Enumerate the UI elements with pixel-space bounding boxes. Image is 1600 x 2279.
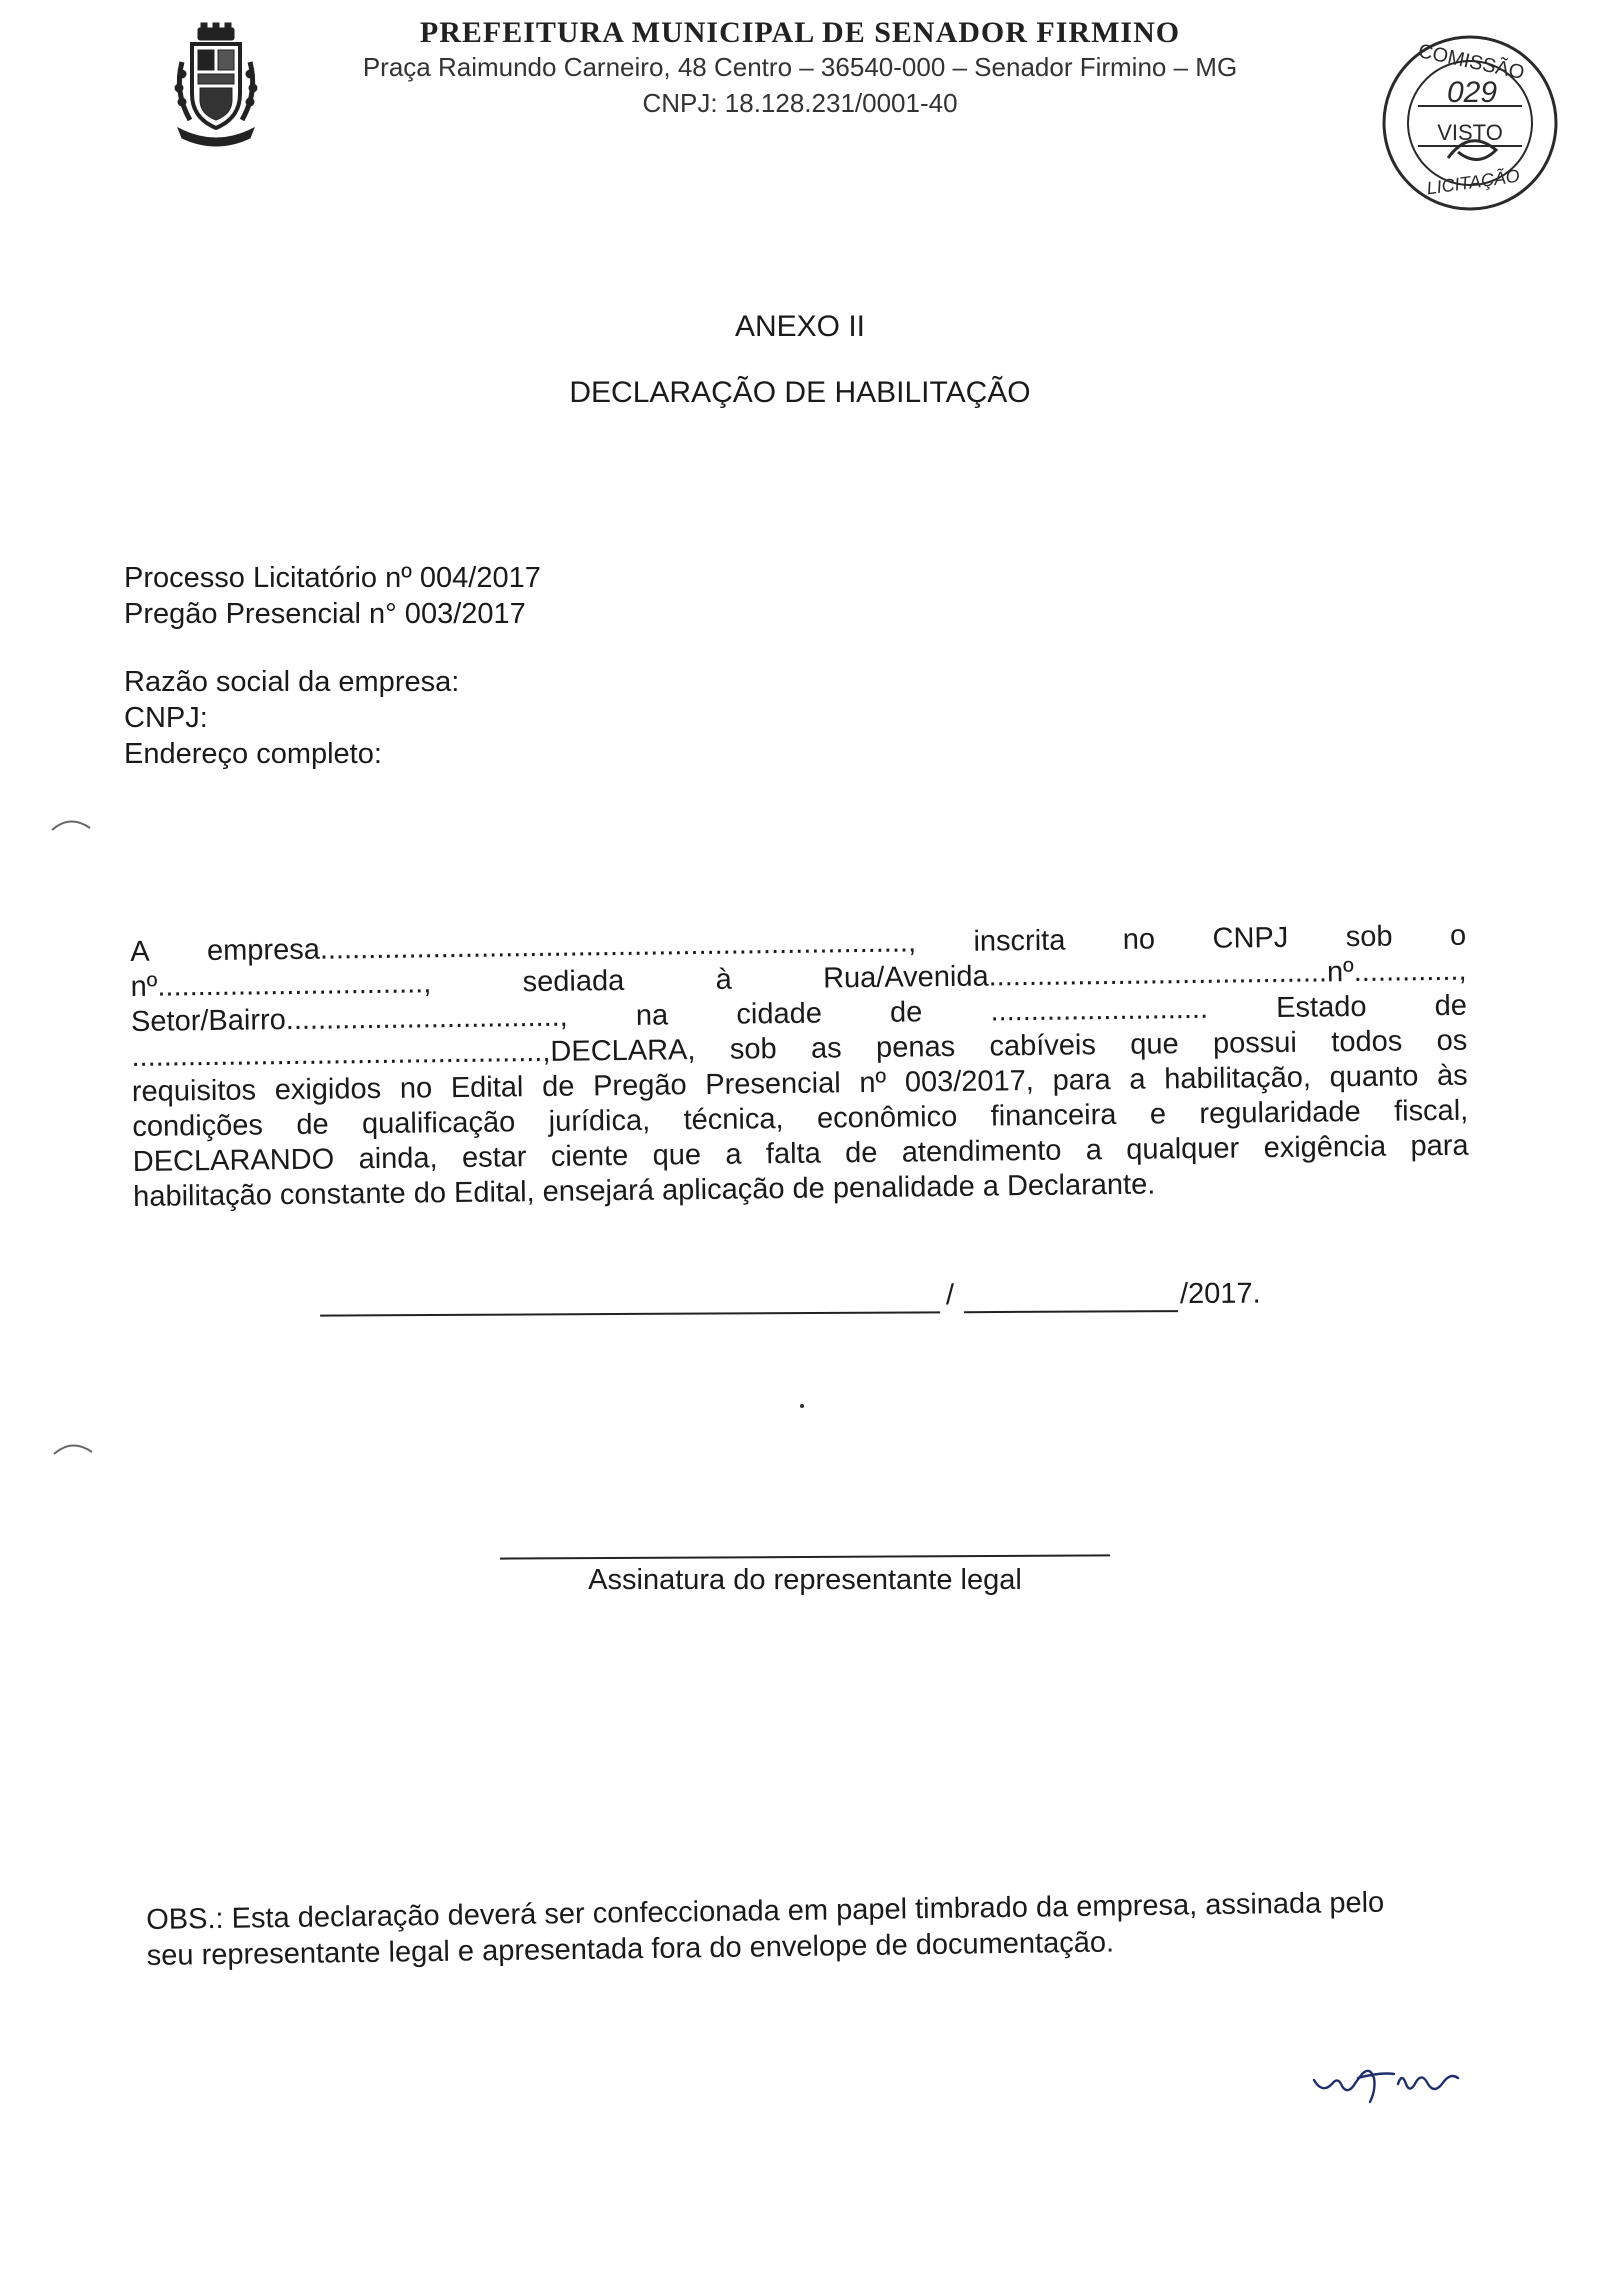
declaration-paragraph bbox=[130, 919, 1469, 1215]
word: ...................................................,DECLARA, bbox=[131, 1034, 696, 1073]
word: requisitos bbox=[131, 1074, 257, 1108]
razao-social-label: Razão social da empresa: bbox=[124, 666, 460, 698]
word: nº................................., bbox=[130, 967, 432, 1003]
word: DECLARANDO bbox=[132, 1143, 335, 1178]
declaration-title: DECLARAÇÃO DE HABILITAÇÃO bbox=[569, 376, 1031, 409]
word: a bbox=[1129, 1063, 1146, 1096]
word: à bbox=[715, 963, 732, 996]
stamp-top-text: COMISSÃO bbox=[1416, 40, 1527, 85]
endereco-label: Endereço completo: bbox=[124, 738, 382, 770]
word: inscrita bbox=[973, 924, 1066, 958]
word: Estado bbox=[1276, 990, 1367, 1025]
margin-punch-mark-icon bbox=[50, 812, 94, 836]
handwritten-initials-icon bbox=[1310, 2044, 1480, 2114]
word: às bbox=[1436, 1059, 1468, 1093]
word: habilitação, bbox=[1164, 1061, 1312, 1096]
word: a bbox=[1085, 1134, 1103, 1167]
word: penas bbox=[875, 1030, 956, 1064]
word: 003/2017, bbox=[904, 1064, 1035, 1099]
pregao-presencial: Pregão Presencial n° 003/2017 bbox=[124, 598, 526, 630]
word: condições bbox=[132, 1109, 264, 1143]
word: as bbox=[810, 1032, 842, 1065]
word: todos bbox=[1331, 1025, 1403, 1059]
word: Edital bbox=[450, 1071, 524, 1105]
process-info bbox=[124, 560, 541, 632]
observation-line: OBS.: Esta declaração deverá ser confeccionada em papel timbrado da empresa, assinada pelo bbox=[146, 1886, 1385, 1936]
word: A bbox=[130, 935, 150, 968]
date-separator: / bbox=[945, 1279, 955, 1312]
word: os bbox=[1436, 1024, 1468, 1058]
word: quanto bbox=[1329, 1060, 1419, 1094]
word: no bbox=[1122, 923, 1156, 956]
word: Setor/Bairro.................................., bbox=[130, 1000, 568, 1038]
stamp-middle-text: VISTO bbox=[1437, 120, 1503, 145]
word: falta bbox=[765, 1137, 821, 1171]
word: possui bbox=[1212, 1026, 1298, 1060]
signature-line bbox=[500, 1554, 1110, 1559]
word: a bbox=[725, 1138, 742, 1171]
word: de bbox=[1434, 989, 1468, 1023]
word: atendimento bbox=[901, 1134, 1062, 1169]
word: sediada bbox=[522, 964, 625, 999]
observation-line: seu representante legal e apresentada fora do envelope de documentação. bbox=[146, 1926, 1115, 1972]
word: no bbox=[399, 1072, 433, 1105]
word: Pregão bbox=[592, 1069, 687, 1103]
word: ........................... bbox=[990, 992, 1209, 1028]
word: que bbox=[652, 1139, 702, 1172]
word: empresa........................................................................., bbox=[206, 926, 917, 968]
word: qualificação bbox=[361, 1106, 516, 1141]
annex-title: ANEXO II bbox=[734, 310, 866, 343]
company-fields bbox=[124, 664, 459, 772]
word: de bbox=[541, 1070, 575, 1103]
word: nº bbox=[859, 1066, 887, 1100]
date-line bbox=[320, 1269, 1300, 1324]
word: fiscal, bbox=[1393, 1094, 1469, 1128]
word: cidade bbox=[736, 997, 823, 1031]
word: que bbox=[1130, 1028, 1179, 1061]
word: o bbox=[1449, 919, 1467, 952]
letterhead-cnpj: CNPJ: 18.128.231/0001-40 bbox=[642, 88, 958, 118]
date-place-blank bbox=[320, 1311, 940, 1316]
word: ciente bbox=[550, 1139, 629, 1173]
margin-punch-mark-icon bbox=[52, 1436, 96, 1460]
date-month-blank bbox=[964, 1310, 1178, 1313]
word: Rua/Avenida..........................................nº............., bbox=[822, 954, 1467, 995]
word: exigidos bbox=[274, 1072, 382, 1107]
word: para bbox=[1052, 1064, 1111, 1097]
word: e bbox=[1149, 1098, 1167, 1131]
paragraph-last-line: habilitação constante do Edital, ensejará aplicação de penalidade a Declarante. bbox=[133, 1168, 1156, 1213]
word: de bbox=[889, 996, 923, 1029]
commission-stamp-icon bbox=[1378, 28, 1562, 218]
word: qualquer bbox=[1126, 1132, 1240, 1166]
stamp-bottom-text: LICITAÇÃO bbox=[1425, 165, 1521, 199]
stamp-number: 029 bbox=[1446, 76, 1498, 109]
cnpj-label: CNPJ: bbox=[124, 702, 208, 734]
word: sob bbox=[1345, 920, 1393, 954]
word: técnica, bbox=[683, 1103, 784, 1137]
date-year: /2017. bbox=[1179, 1277, 1261, 1311]
letterhead-title: PREFEITURA MUNICIPAL DE SENADOR FIRMINO bbox=[419, 16, 1181, 49]
word: sob bbox=[729, 1033, 777, 1066]
word: Presencial bbox=[705, 1067, 841, 1101]
word: na bbox=[635, 999, 669, 1032]
word: jurídica, bbox=[548, 1104, 651, 1138]
word: de bbox=[844, 1136, 878, 1170]
word: de bbox=[296, 1108, 329, 1141]
process-licitatorio: Processo Licitatório nº 004/2017 bbox=[124, 562, 541, 594]
word: ainda, bbox=[358, 1142, 438, 1176]
word: financeira bbox=[990, 1098, 1117, 1133]
word: cabíveis bbox=[989, 1029, 1097, 1063]
word: para bbox=[1410, 1129, 1469, 1163]
signature-label: Assinatura do representante legal bbox=[588, 1564, 1022, 1596]
observation-note bbox=[146, 1883, 1487, 1974]
word: econômico bbox=[816, 1100, 958, 1135]
word: CNPJ bbox=[1212, 921, 1289, 955]
word: estar bbox=[461, 1141, 527, 1174]
letterhead-address: Praça Raimundo Carneiro, 48 Centro – 36540-000 – Senador Firmino – MG bbox=[362, 52, 1238, 82]
stray-dot bbox=[800, 1404, 804, 1408]
word: regularidade bbox=[1199, 1095, 1361, 1130]
word: exigência bbox=[1263, 1130, 1387, 1165]
